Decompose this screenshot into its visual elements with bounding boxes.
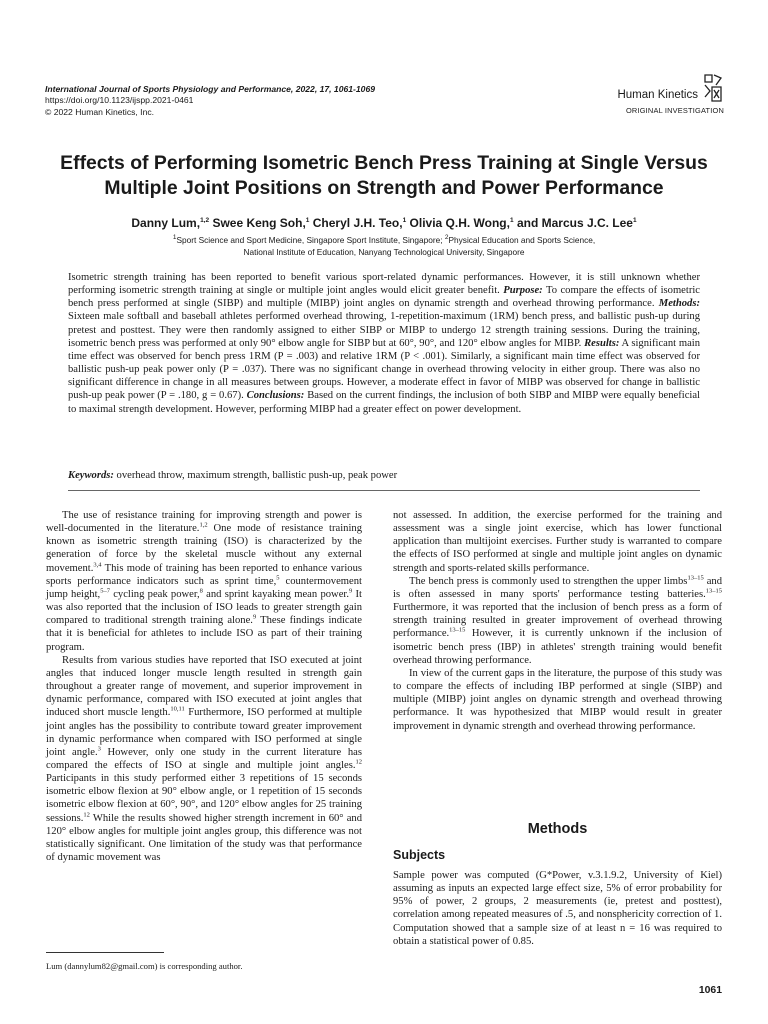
affiliation-marker: 1: [172, 234, 177, 242]
abstract-methods: Sixteen male softball and baseball athletes performed overhead throwing, 1-repetition-maximum (1RM) bench press, and ballistic push-up during pretest and posttest. They were then randomly assigned to either SIBP or MIBP to undergo 12 strength training sessions. During the training, isometric bench press was performed at only 90° elbow angle for SIBP but at 60°, 90°, and 120° elbow angles for MIBP.: [68, 311, 700, 349]
publisher-name: Human Kinetics: [617, 89, 698, 101]
author-affiliation-marker: 1,2: [200, 217, 210, 224]
citation-superscript: 13–15: [449, 626, 466, 634]
citation-superscript: 9: [252, 613, 257, 621]
citation-superscript: 9: [349, 587, 353, 595]
body-paragraph: The bench press is commonly used to strengthen the upper limbs$^{13-15}$ and is often assessed in many sports' performance testing batteries.$^{13-15}$ Furthermore, it was reported that the inclusion of bench press as a form of strength training resulted in greater improvement of overhead throwing performance.$^{13-15}$ However, it is currently unknown if the inclusion of isometric bench press (IBP) in athletes' strength training would benefit overhead throwing performance.: [393, 574, 722, 666]
keywords-text: overhead throw, maximum strength, ballistic push-up, peak power: [113, 470, 398, 481]
citation-superscript: 8: [199, 587, 203, 595]
section-heading-methods: Methods: [527, 821, 588, 837]
citation-superscript: 3: [97, 745, 101, 753]
journal-citation: International Journal of Sports Physiology and Performance, 2022, 17, 1061-1069: [45, 84, 376, 94]
affiliation-1: Sport Science and Sport Medicine, Singapore Sport Institute, Singapore;: [176, 235, 445, 245]
article-title: Effects of Performing Isometric Bench Press Training at Single Versus Multiple Joint Positions on Strength and Power Performance: [60, 152, 708, 199]
abstract-intro: Isometric strength training has been reported to benefit various sport-related dynamic performances. However, it is still unknown whether performing isometric strength training at single or multiple joint angles would elicit greater benefit.: [68, 272, 700, 297]
abstract-divider: [68, 490, 700, 491]
abstract-results: A significant main time effect was observed for bench press 1RM (P = .003) and relative 1RM (P < .001). Similarly, a significant main time effect was observed for ballistic push-up peak power only (P = .037). There was no significant change in overhead throwing velocity in either group. There was also no significant difference in change in all measures between groups. However, a moderate effect in favor of MIBP was observed for change in ballistic push-up peak power (P = .180, g = 0.67).: [68, 337, 701, 402]
affiliations: [40, 235, 728, 258]
human-kinetics-logo-icon: [702, 73, 724, 103]
author-affiliation-marker: 1: [305, 217, 310, 224]
author-list: [40, 216, 728, 230]
publisher-block: [584, 73, 724, 115]
affiliation-2: Physical Education and Sports Science,: [448, 235, 596, 245]
affiliation-2-continued: National Institute of Education, Nanyang Technological University, Singapore: [243, 246, 525, 257]
doi-link[interactable]: https://doi.org/10.1123/ijspp.2021-0461: [45, 95, 194, 106]
body-column-right-methods: [393, 869, 722, 948]
affiliation-marker: 2: [444, 234, 449, 242]
abstract-purpose: To compare the effects of isometric bench press performed at single (SIBP) and multiple (MIBP) joint angles on dynamic strength and overhead throwing performance.: [68, 285, 700, 310]
author-name: and Marcus J.C. Lee: [513, 216, 633, 230]
abstract-conclusions-label: Conclusions:: [246, 390, 305, 402]
author-affiliation-marker: 1: [509, 217, 514, 224]
abstract-conclusions: Based on the current findings, the inclusion of both SIBP and MIBP were equally beneficial to maximal strength development. However, performing MIBP had a greater effect on power development.: [68, 390, 700, 415]
author-name: Danny Lum,: [131, 216, 201, 230]
citation-superscript: 5: [276, 574, 280, 582]
abstract-methods-label: Methods:: [658, 298, 700, 310]
body-paragraph: Sample power was computed (G*Power, v.3.1.9.2, University of Kiel) assuming as inputs an expected large effect size, 5% of error probability for 95% of power, 2 groups, 2 measurements (ie, pretest and posttest), correlation among repeated measures of .5, and nonsphericity correction of 1. Computation showed that a sample size of at least n = 16 was required to obtain a statistical power of 0.85.: [393, 870, 722, 947]
page-number: 1061: [698, 985, 722, 996]
abstract-purpose-label: Purpose:: [503, 285, 543, 297]
citation-superscript: 12: [355, 758, 362, 766]
body-paragraph: In view of the current gaps in the literature, the purpose of this study was to compare the effects of including IBP performed at single (SIBP) and multiple (MIBP) joint angles on dynamic strength and overhead throwing performance. It was hypothesized that MIBP would result in greater improvement in dynamic strength and overhead throwing performance.: [393, 667, 722, 732]
citation-superscript: 13–15: [687, 574, 704, 582]
author-name: Swee Keng Soh,: [209, 216, 306, 230]
citation-superscript: 3,4: [93, 561, 102, 569]
abstract: [68, 271, 700, 416]
corresponding-author-note: Lum (dannylum82@gmail.com) is corresponding author.: [46, 961, 243, 971]
article-type-label: ORIGINAL INVESTIGATION: [625, 106, 724, 115]
keywords: [68, 470, 700, 481]
abstract-results-label: Results:: [584, 337, 620, 349]
body-paragraph: Results from various studies have reported that ISO executed at joint angles that induced longer muscle length resulted in strength gain throughout a greater range of movement, and superior improvement in dynamic performance, compared with ISO executed at joint angles that induced short muscle length.$^{10,11}$ Furthermore, ISO performed at multiple joint angles has the possibility to contribute toward greater improvement in dynamic performance when compared with ISO performed at single joint angle.$^3$ However, only one study in the current literature has compared the effects of ISO at single and multiple joint angles.$^{12}$ Participants in this study performed either 3 repetitions of 15 seconds isometric elbow flexion at 90° elbow angle, or 1 repetition of 15 seconds isometric elbow flexion at 60°, 90°, and 120° elbow angles for 25 training sessions.$^{12}$ While the results showed higher strength increment in 60° and 120° elbow angles for multiple joint angles group, this difference was not statistically significant. One limitation of the study was that performance of dynamic movement was: [46, 654, 362, 864]
author-name: Olivia Q.H. Wong,: [406, 216, 510, 230]
author-affiliation-marker: 1: [632, 217, 637, 224]
citation-superscript: 1,2: [199, 521, 208, 529]
citation-superscript: 10,11: [170, 705, 185, 713]
footnote-divider: [46, 952, 164, 953]
copyright: © 2022 Human Kinetics, Inc.: [45, 106, 155, 117]
journal-header: [45, 84, 545, 118]
body-column-right: [393, 509, 722, 733]
subsection-heading-subjects: Subjects: [393, 848, 446, 862]
author-name: Cheryl J.H. Teo,: [309, 216, 403, 230]
citation-superscript: 5–7: [100, 587, 110, 595]
keywords-label: Keywords:: [68, 470, 114, 481]
author-affiliation-marker: 1: [402, 217, 407, 224]
citation-superscript: 12: [83, 811, 90, 819]
citation-superscript: 13–15: [705, 587, 722, 595]
body-paragraph: not assessed. In addition, the exercise performed for the training and assessment was a single joint exercise, which has lower functional application than multijoint exercises. Further study is warranted to compare the effects of ISO performed at single and multiple joint angles on dynamic strength and sports-related skills performance.: [393, 510, 722, 574]
body-paragraph: The use of resistance training for improving strength and power is well-documented in the literature.$^{1,2}$ One mode of resistance training known as isometric strength training (ISO) is characterized by the generation of force by the skeletal muscle without any external movement.$^{3,4}$ This mode of training has been reported to enhance various sports performance indicators such as sprint time,$^5$ countermovement jump height,$^{5-7}$ cycling peak power,$^8$ and sprint kayaking mean power.$^9$ It was also reported that the inclusion of ISO leads to greater strength gain compared to traditional strength training alone.$^9$ These findings indicate that it is beneficial for athletes to include ISO as part of their training program.: [46, 510, 362, 653]
body-column-left: [46, 509, 362, 864]
